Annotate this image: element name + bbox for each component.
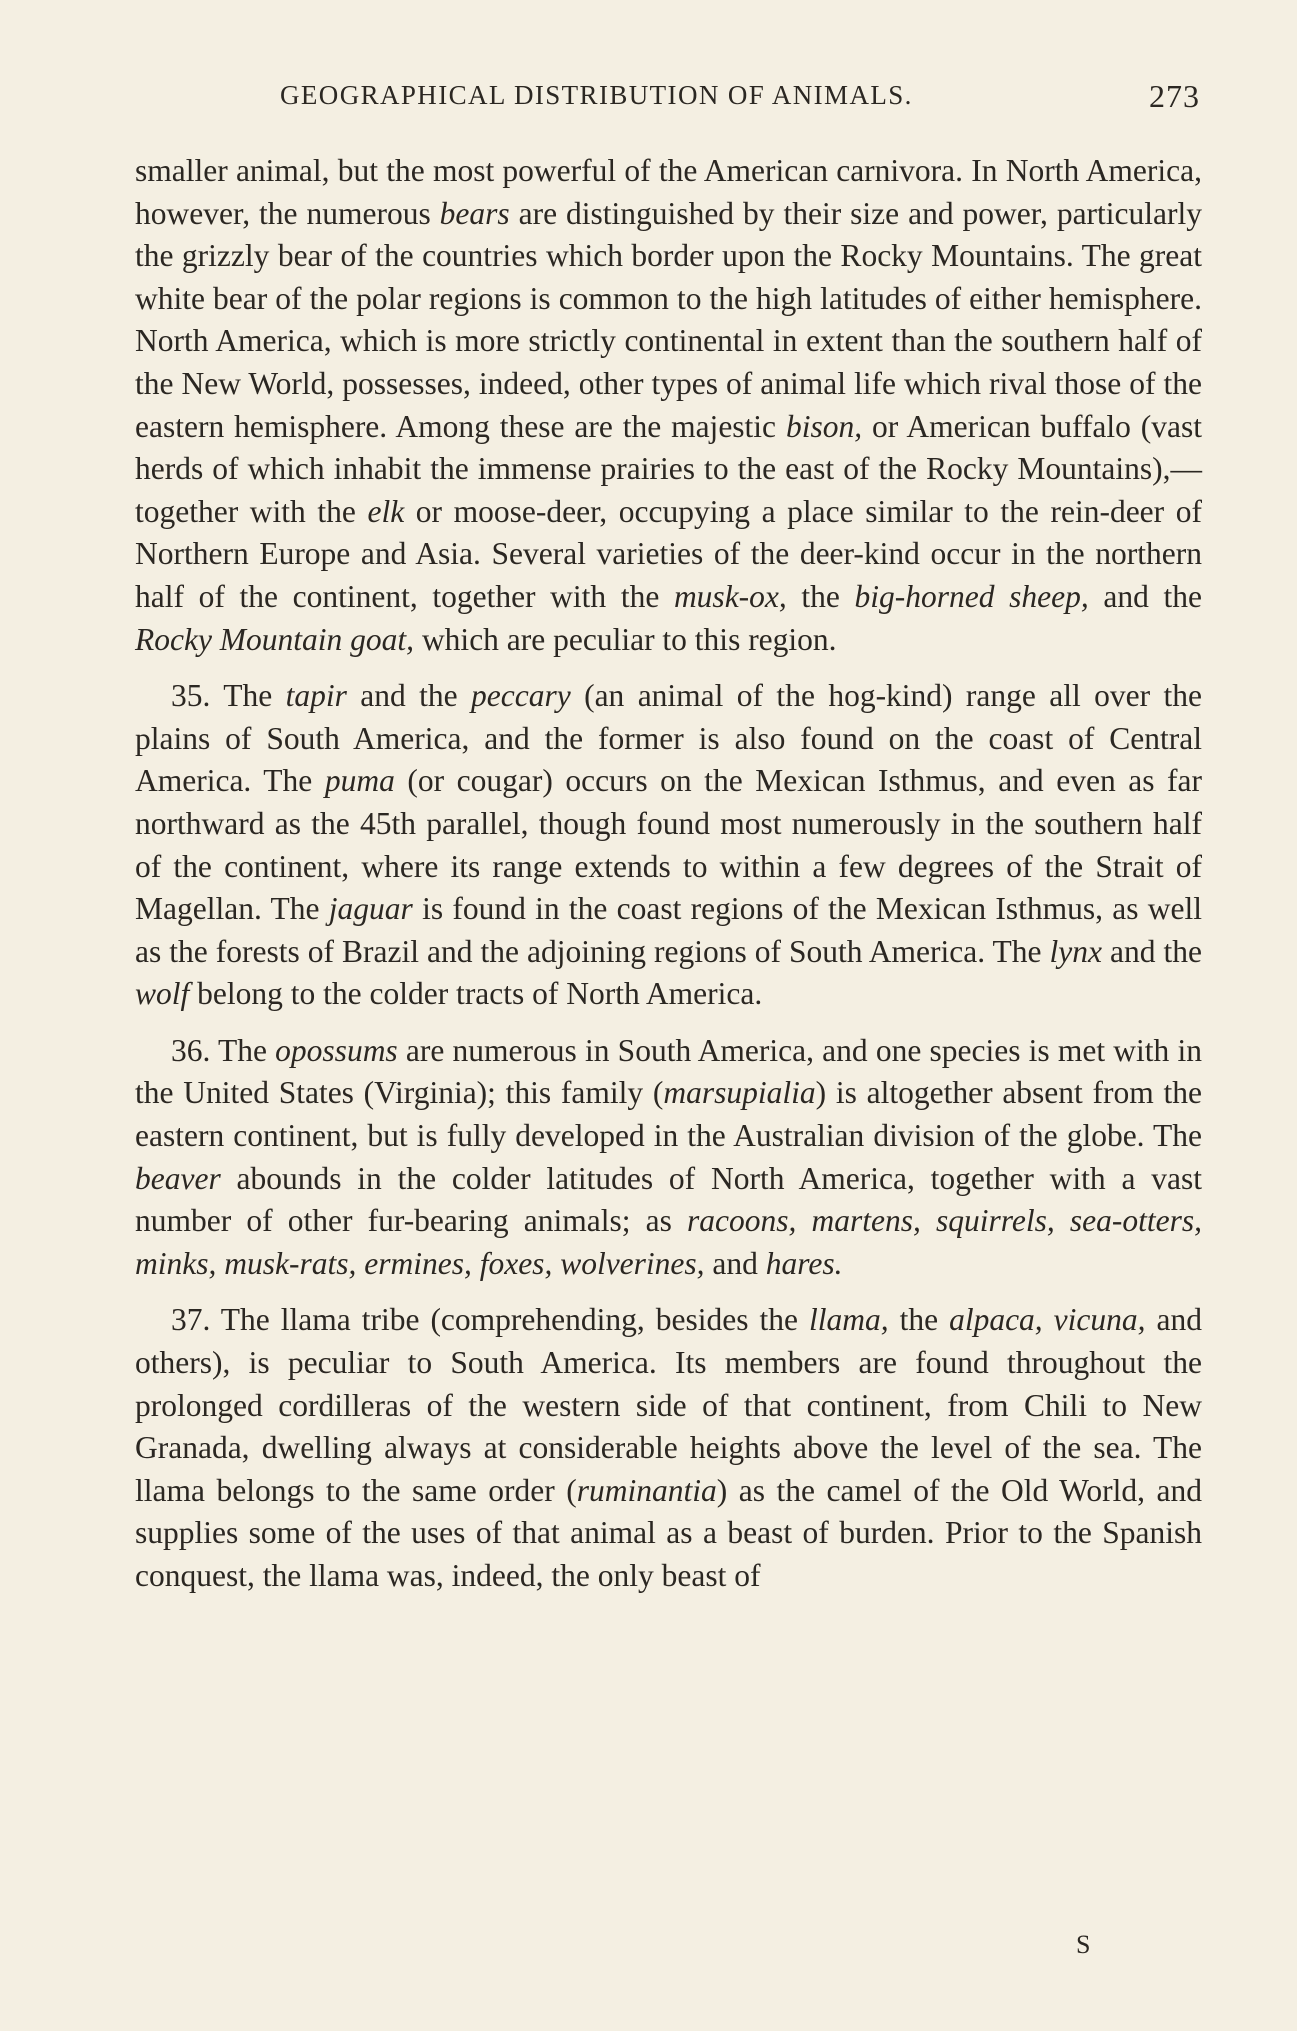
text-run: and the — [1102, 933, 1202, 969]
text-run: and others), is peculiar to South America. Its members are found throughout the prolonged cordilleras of the western side of that continent, from Chili to New Granada, dwelling always at considerable heights above the level of the sea. The llama belongs to the same order ( — [135, 1302, 1203, 1508]
text-run: are distinguished by their size and power, particularly the grizzly bear of the countries which border upon the Rocky Mountains. The great white bear of the polar regions is common to the high latitudes of either hemisphere. North America, which is more strictly continental in extent than the southern half of the New World, possesses, indeed, other types of animal life which rival those of the eastern hemisphere. Among these are the majestic — [135, 195, 1203, 444]
paragraph — [135, 150, 1202, 661]
italic-term: bison, — [785, 408, 863, 444]
italic-term: puma — [324, 763, 395, 799]
italic-term: opossums — [275, 1032, 398, 1068]
text-run: are numerous in South America, and one species is met with in the United States (Virginia); this family ( — [135, 1032, 1202, 1111]
signature-mark: S — [1076, 1930, 1092, 1959]
text-run: the — [888, 1302, 950, 1338]
italic-term: lynx — [1049, 933, 1102, 969]
text-run: 37. The llama tribe (comprehending, besides the — [171, 1302, 809, 1338]
text-run: the — [786, 578, 855, 614]
italic-term: marsupialia — [663, 1075, 816, 1111]
italic-term: llama, — [808, 1302, 889, 1338]
paragraph — [135, 675, 1202, 1016]
text-run: or American buffalo (vast herds of which inhabit the immense prairies to the east of the Rocky Mountains),—together with the — [135, 408, 1202, 529]
italic-term: wolf — [135, 976, 190, 1012]
text-run: 35. The — [171, 678, 286, 714]
text-run: and the — [1088, 578, 1203, 614]
italic-term: Rocky Mountain goat, — [135, 621, 415, 657]
text-run: (or cougar) occurs on the Mexican Isthmus, and even as far northward as the 45th parallel, though found most numerously in the southern half of the continent, where its range extends to within a few degrees of the Strait of Magellan. The — [135, 763, 1202, 927]
text-run: 36. The — [171, 1032, 276, 1068]
running-head — [280, 80, 1200, 120]
text-run: ) as the camel of the Old World, and supplies some of the uses of that animal as a beast of burden. Prior to the Spanish conquest, the llama was, indeed, the only beast of — [135, 1472, 1202, 1593]
text-run: abounds in the colder latitudes of North America, together with a vast number of other fur-bearing animals; as — [135, 1160, 1202, 1239]
italic-term: alpaca, vicuna, — [949, 1302, 1146, 1338]
text-run: which are peculiar to this region. — [414, 621, 837, 657]
text-run: smaller animal, but the most powerful of the American carnivora. In North America, however, the numerous — [135, 153, 1202, 231]
text-run: (an animal of the hog-kind) range all over the plains of South America, and the former is also found on the coast of Central America. The — [135, 678, 1203, 799]
italic-term: jaguar — [328, 891, 413, 927]
page-number: 273 — [1149, 78, 1200, 114]
italic-term: peccary — [471, 678, 571, 714]
text-run: and — [704, 1245, 766, 1281]
text-run: and the — [346, 678, 471, 714]
italic-term: tapir — [285, 678, 347, 714]
text-run: is found in the coast regions of the Mexican Isthmus, as well as the forests of Brazil and the adjoining regions of South America. The — [135, 891, 1202, 969]
text-run: belong to the colder tracts of North America. — [189, 976, 763, 1012]
italic-term: racoons, martens, squirrels, sea-otters, minks, musk-rats, ermines, foxes, wolverines, — [135, 1203, 1202, 1281]
italic-term: musk-ox, — [673, 578, 787, 614]
body-text — [135, 150, 1202, 1612]
text-run: or moose-deer, occupying a place similar to the rein-deer of Northern Europe and Asia. Several varieties of the deer-kind occur in the northern half of the continent, together with the — [135, 493, 1202, 614]
italic-term: elk — [367, 493, 405, 529]
italic-term: ruminantia — [576, 1472, 717, 1508]
paragraph — [135, 1030, 1202, 1286]
italic-term: beaver — [135, 1160, 221, 1196]
italic-term: bears — [439, 195, 510, 231]
running-title: GEOGRAPHICAL DISTRIBUTION OF ANIMALS. — [280, 80, 913, 110]
italic-term: big-horned sheep, — [854, 578, 1089, 614]
paragraph — [135, 1299, 1202, 1597]
italic-term: hares. — [765, 1245, 843, 1281]
text-run: ) is altogether absent from the eastern continent, but is fully developed in the Australian division of the globe. The — [135, 1075, 1202, 1154]
